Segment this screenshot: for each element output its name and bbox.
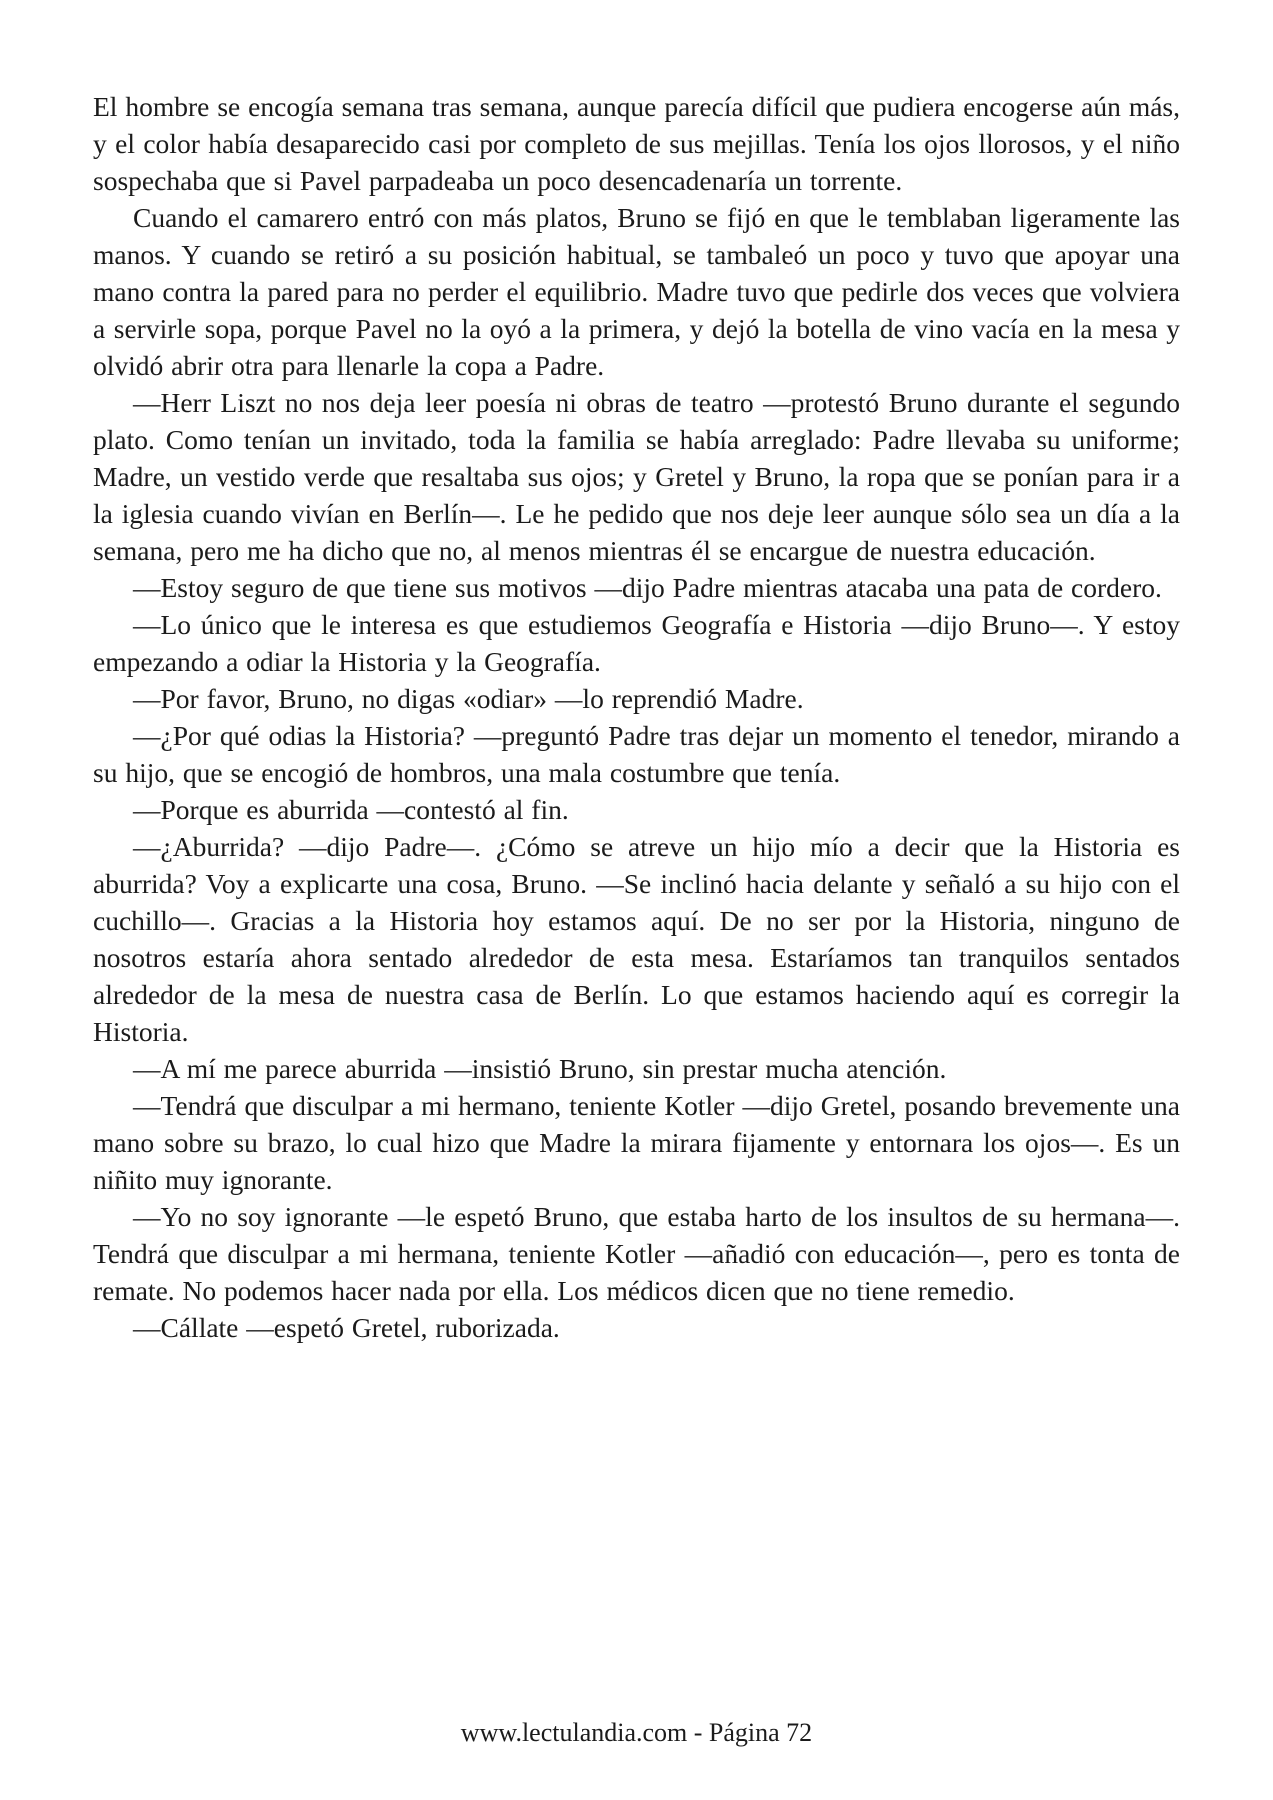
text-block <box>93 88 1180 1346</box>
paragraph: —Cállate —espetó Gretel, ruborizada. <box>133 1312 560 1343</box>
paragraph: —A mí me parece aburrida —insistió Bruno, sin prestar mucha atención. <box>133 1053 947 1084</box>
paragraph: —Lo único que le interesa es que estudiemos Geografía e Historia —dijo Bruno—. Y estoy empezando a odiar la Historia y la Geografía. <box>93 609 1180 677</box>
paragraph: El hombre se encogía semana tras semana, aunque parecía difícil que pudiera encogerse aún más, y el color había desaparecido casi por completo de sus mejillas. Tenía los ojos llorosos, y el niño sospechaba que si Pavel parpadeaba un poco desencadenaría un torrente. <box>93 91 1180 196</box>
paragraph: —Tendrá que disculpar a mi hermano, teniente Kotler —dijo Gretel, posando brevemente una mano sobre su brazo, lo cual hizo que Madre la mirara fijamente y entornara los ojos—. Es un niñito muy ignorante. <box>93 1090 1180 1195</box>
paragraph: —¿Aburrida? —dijo Padre—. ¿Cómo se atreve un hijo mío a decir que la Historia es aburrida? Voy a explicarte una cosa, Bruno. —Se inclinó hacia delante y señaló a su hijo con el cuchillo—. Gracias a la Historia hoy estamos aquí. De no ser por la Historia, ninguno de nosotros estaría ahora sentado alrededor de esta mesa. Estaríamos tan tranquilos sentados alrededor de la mesa de nuestra casa de Berlín. Lo que estamos haciendo aquí es corregir la Historia. <box>93 831 1180 1047</box>
paragraph: —¿Por qué odias la Historia? —preguntó Padre tras dejar un momento el tenedor, mirando a su hijo, que se encogió de hombros, una mala costumbre que tenía. <box>93 720 1180 788</box>
paragraph: —Herr Liszt no nos deja leer poesía ni obras de teatro —protestó Bruno durante el segundo plato. Como tenían un invitado, toda la familia se había arreglado: Padre llevaba su uniforme; Madre, un vestido verde que resaltaba sus ojos; y Gretel y Bruno, la ropa que se ponían para ir a la iglesia cuando vivían en Berlín—. Le he pedido que nos deje leer aunque sólo sea un día a la semana, pero me ha dicho que no, al menos mientras él se encargue de nuestra educación. <box>93 387 1180 566</box>
paragraph: Cuando el camarero entró con más platos, Bruno se fijó en que le temblaban ligeramente las manos. Y cuando se retiró a su posición habitual, se tambaleó un poco y tuvo que apoyar una mano contra la pared para no perder el equilibrio. Madre tuvo que pedirle dos veces que volviera a servirle sopa, porque Pavel no la oyó a la primera, y dejó la botella de vino vacía en la mesa y olvidó abrir otra para llenarle la copa a Padre. <box>93 202 1180 381</box>
paragraph: —Por favor, Bruno, no digas «odiar» —lo reprendió Madre. <box>133 683 804 714</box>
paragraph: —Estoy seguro de que tiene sus motivos —dijo Padre mientras atacaba una pata de cordero. <box>133 572 1162 603</box>
page-footer: www.lectulandia.com - Página 72 <box>460 1718 813 1747</box>
paragraph: —Yo no soy ignorante —le espetó Bruno, que estaba harto de los insultos de su hermana—. Tendrá que disculpar a mi hermana, teniente Kotler —añadió con educación—, pero es tonta de remate. No podemos hacer nada por ella. Los médicos dicen que no tiene remedio. <box>93 1201 1180 1306</box>
paragraph: —Porque es aburrida —contestó al fin. <box>133 794 569 825</box>
